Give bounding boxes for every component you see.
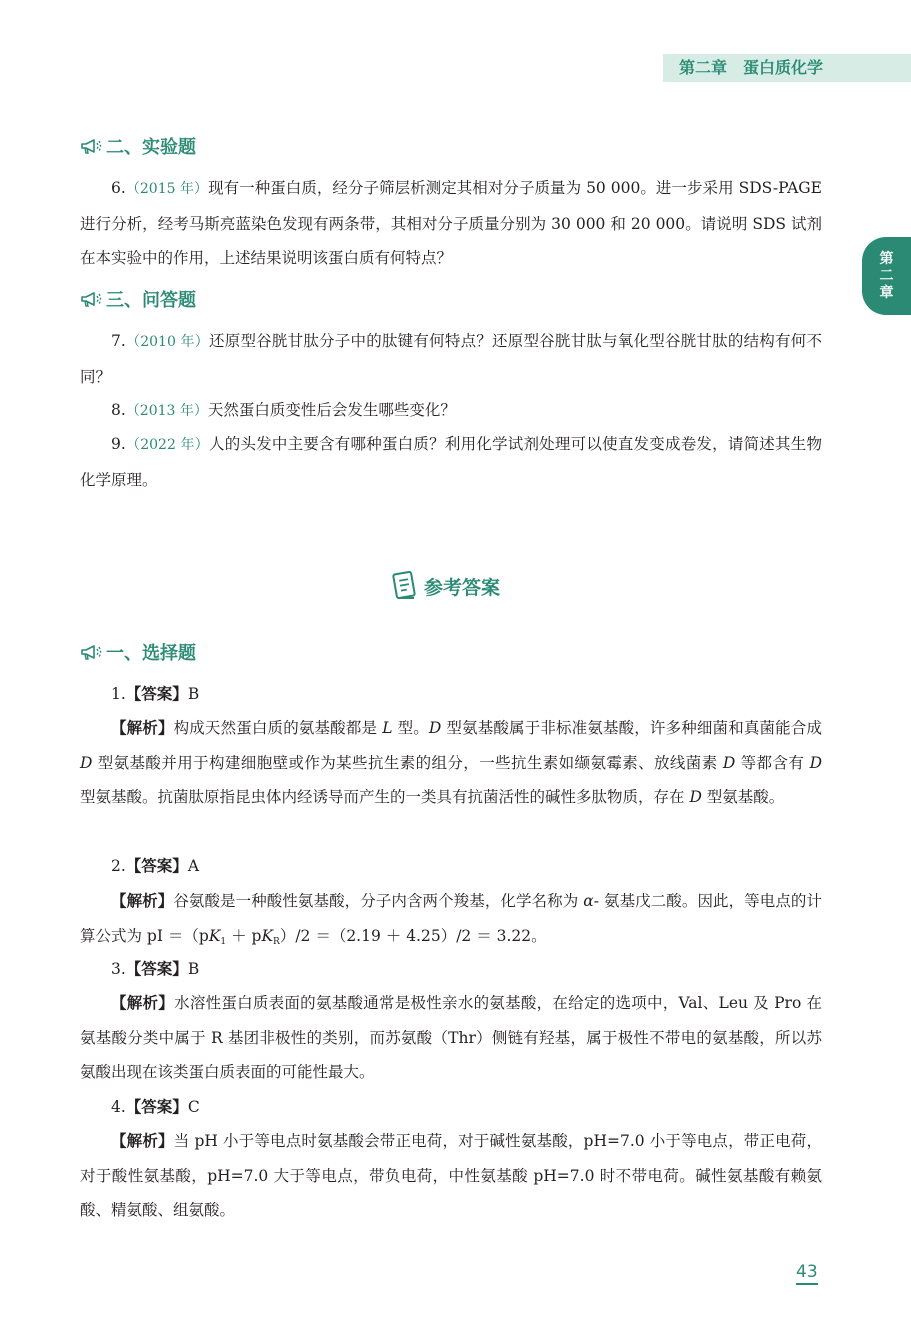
question-6: 6.（2015 年）现有一种蛋白质，经分子筛层析测定其相对分子质量为 50 000。进一步采用 SDS-PAGE 进行分析，经考马斯亮蓝染色发现有两条带，其相对分子质量分别为 30 000 和 20 000。请说明 SDS 试剂在本实验中的作用，上述结果说明该蛋白质有何特点？: [80, 179, 822, 268]
analysis-4: 【解析】当 pH 小于等电点时氨基酸会带正电荷，对于碱性氨基酸，pH=7.0 小于等电点，带正电荷，对于酸性氨基酸，pH=7.0 大于等电点，带负电荷，中性氨基酸 pH=7.0 时不带电荷。碱性氨基酸有赖氨酸、精氨酸、组氨酸。: [80, 1131, 822, 1220]
answer-4: 4.【答案】C: [111, 1097, 200, 1116]
section-heading-choice: [80, 640, 196, 664]
megaphone-icon: [80, 643, 102, 661]
section-heading-qa: [80, 287, 196, 311]
section-title: 三、问答题: [106, 290, 196, 311]
analysis-2: 【解析】谷氨酸是一种酸性氨基酸，分子内含两个羧基，化学名称为 α- 氨基戊二酸。因此，等电点的计算公式为 pI $=(pK_1 + pK_R)/2 =(2.19 + 4.25)/2 = 3.22$。: [80, 891, 822, 947]
side-tab-label: 第二章: [879, 250, 894, 301]
answer-book-icon: [392, 571, 418, 601]
megaphone-icon: [80, 137, 102, 155]
analysis-1: 【解析】构成天然蛋白质的氨基酸都是 L 型。D 型氨基酸属于非标准氨基酸，许多种细菌和真菌能合成 D 型氨基酸并用于构建细胞壁或作为某些抗生素的组分，一些抗生素如缬氨霉素、放线菌素 D 等都含有 D 型氨基酸。抗菌肽原指昆虫体内经诱导而产生的一类具有抗菌活性的碱性多肽物质，存在 D 型氨基酸。: [80, 718, 822, 807]
question-8: 8.（2013 年）天然蛋白质变性后会发生哪些变化？: [111, 401, 456, 419]
answer-1: 1.【答案】B: [111, 684, 200, 703]
header-title: 蛋白质化学: [743, 58, 824, 77]
answer-2: 2.【答案】A: [111, 856, 200, 875]
answers-title: 参考答案: [424, 576, 501, 599]
section-title: 一、选择题: [106, 643, 196, 664]
question-7: 7.（2010 年）还原型谷胱甘肽分子中的肽键有何特点？还原型谷胱甘肽与氧化型谷胱甘肽的结构有何不同？: [80, 332, 822, 386]
megaphone-icon: [80, 290, 102, 308]
header-chapter: 第二章: [679, 58, 728, 77]
section-heading-experiment: [80, 134, 196, 158]
running-header: [663, 54, 911, 82]
answer-3: 3.【答案】B: [111, 959, 200, 978]
chapter-side-tab[interactable]: [862, 237, 911, 315]
page-number: 43: [796, 1262, 818, 1285]
answers-heading: [392, 570, 500, 602]
question-9: 9.（2022 年）人的头发中主要含有哪种蛋白质？利用化学试剂处理可以使直发变成卷发，请简述其生物化学原理。: [80, 435, 822, 489]
analysis-3: 【解析】水溶性蛋白质表面的氨基酸通常是极性亲水的氨基酸，在给定的选项中，Val、Leu 及 Pro 在氨基酸分类中属于 R 基团非极性的类别，而苏氨酸（Thr）侧链有羟基，属于极性不带电的氨基酸，所以苏氨酸出现在该类蛋白质表面的可能性最大。: [80, 993, 822, 1082]
section-title: 二、实验题: [106, 137, 196, 158]
